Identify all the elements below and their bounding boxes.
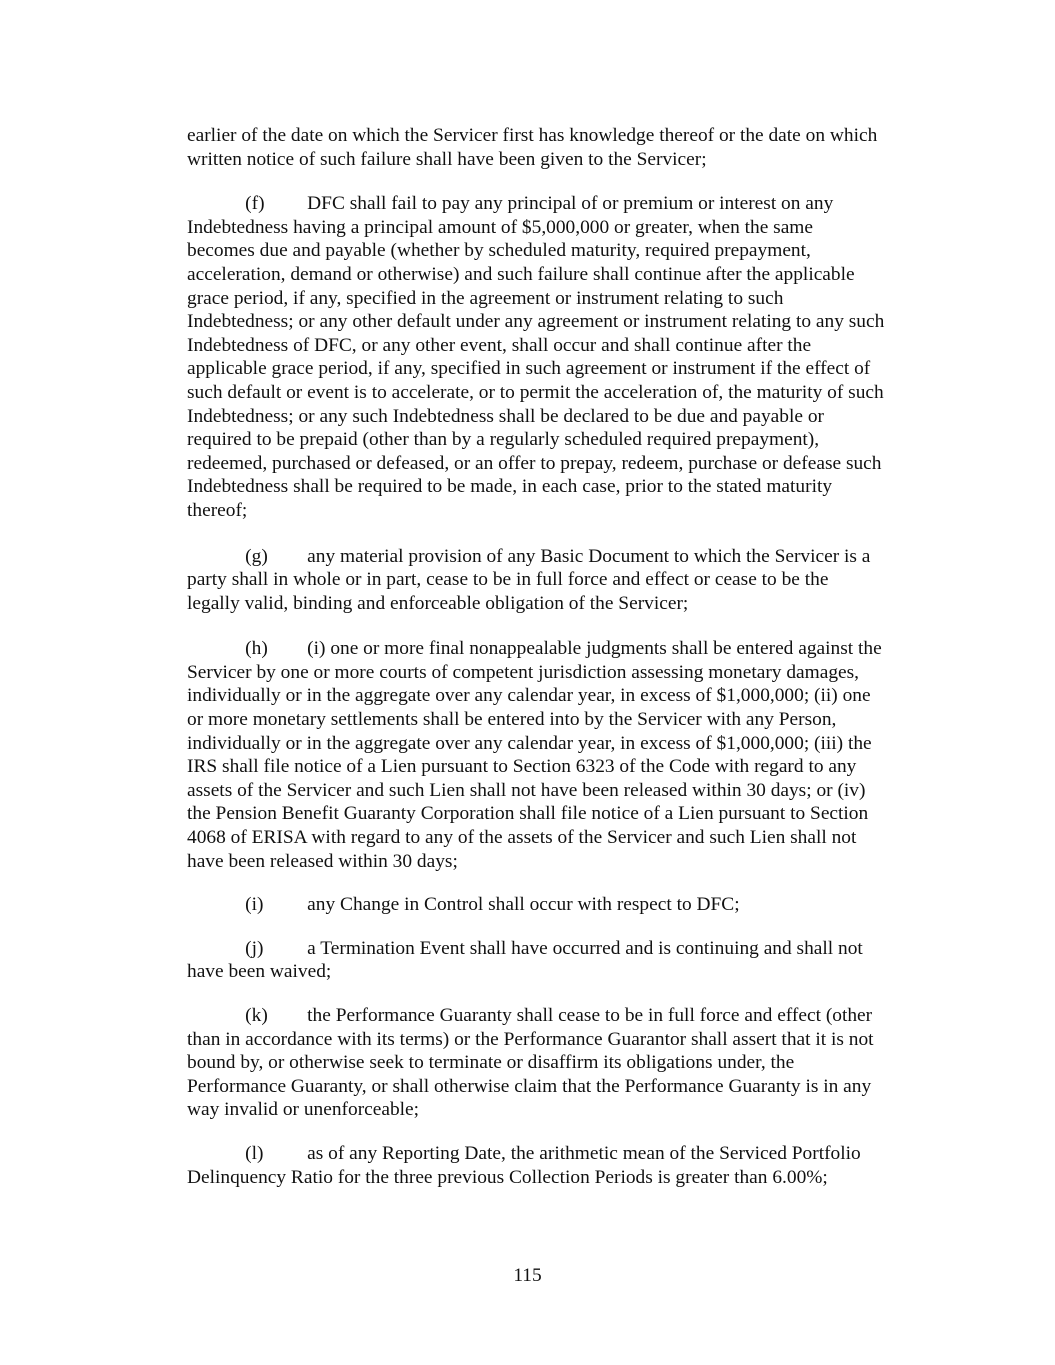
document-page [187,124,932,1189]
clause-first-line: as of any Reporting Date, the arithmetic mean of the Serviced Portfolio [307,1142,861,1164]
clause-k [187,1004,932,1122]
clause-label: (g) [245,545,268,567]
clause-body: Indebtedness having a principal amount of $5,000,000 or greater, when the same becomes due and payable (whether by scheduled maturity, required prepayment, acceleration, demand or otherwise) and such failure shall continue after the applicable grace period, if any, specified in the agreement or instrument relating to such Indebtedness; or any other default under any agreement or instrument relating to any such Indebtedness of DFC, or any other event, shall occur and shall continue after the applicable grace period, if any, specified in such agreement or instrument if the effect of such default or event is to accelerate, or to permit the acceleration of, the maturity of such Indebtedness; or any such Indebtedness shall be declared to be due and payable or required to be prepaid (other than by a regularly scheduled required prepayment), redeemed, purchased or defeased, or an offer to prepay, redeem, purchase or defease such Indebtedness shall be required to be made, in each case, prior to the stated maturity thereof; [187,216,885,521]
clause-label: (h) [245,638,268,660]
clause-j [187,937,932,984]
clause-first-line: a Termination Event shall have occurred and is continuing and shall not [307,937,863,959]
clause-l [187,1142,932,1189]
intro-paragraph: earlier of the date on which the Servicer first has knowledge thereof or the date on which written notice of such failure shall have been given to the Servicer; [187,125,878,170]
clause-first-line: the Performance Guaranty shall cease to be in full force and effect (other [307,1005,873,1026]
clause-label: (l) [245,1142,264,1164]
clause-label: (k) [245,1005,268,1026]
clause-label: (f) [245,193,265,215]
clause-i [187,893,932,917]
clause-body: than in accordance with its terms) or the Performance Guarantor shall assert that it is not bound by, or otherwise seek to terminate or disaffirm its obligations under, the Performance Guaranty, or shall otherwise claim that the Performance Guaranty is in any way invalid or unenforceable; [187,1028,874,1121]
clause-first-line: (i) one or more final nonappealable judgments shall be entered against the [307,638,882,660]
clause-f [187,192,932,522]
clause-g [187,545,932,616]
clause-body: party shall in whole or in part, cease to be in full force and effect or cease to be the legally valid, binding and enforceable obligation of the Servicer; [187,569,829,614]
clause-label: (j) [245,937,264,959]
clause-body: Delinquency Ratio for the three previous Collection Periods is greater than 6.00%; [187,1166,828,1188]
clause-first-line: any material provision of any Basic Document to which the Servicer is a [307,545,871,567]
clause-first-line: any Change in Control shall occur with respect to DFC; [307,894,740,916]
clause-first-line: DFC shall fail to pay any principal of or premium or interest on any [307,193,834,215]
clause-body: have been waived; [187,961,332,983]
clause-h [187,637,932,873]
page-number: 115 [513,1265,542,1286]
clause-body: Servicer by one or more courts of competent jurisdiction assessing monetary damages, individually or in the aggregate over any calendar year, in excess of $1,000,000; (ii) one or more monetary settlements shall be entered into by the Servicer with any Person, individually or in the aggregate over any calendar year, in excess of $1,000,000; (iii) the IRS shall file notice of a Lien pursuant to Section 6323 of the Code with regard to any assets of the Servicer and such Lien shall not have been released within 30 days; or (iv) the Pension Benefit Guaranty Corporation shall file notice of a Lien pursuant to Section 4068 of ERISA with regard to any of the assets of the Servicer and such Lien shall not have been released within 30 days; [187,661,872,872]
clause-label: (i) [245,894,264,916]
